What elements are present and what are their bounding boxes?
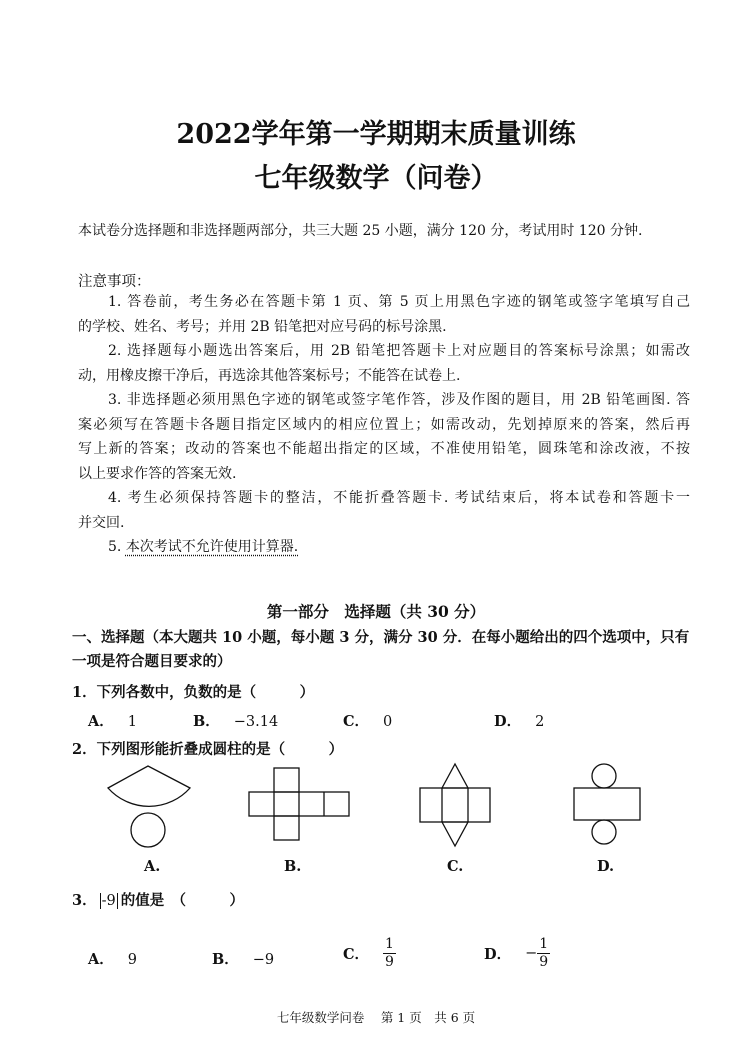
figure-c-prism-net[interactable] — [416, 760, 496, 850]
q1-option-d-letter: D． — [494, 713, 522, 730]
q1-option-d-value: 2 — [535, 714, 545, 730]
note-1 — [78, 290, 690, 339]
figure-b-label: B. — [284, 858, 302, 875]
note-5-line — [78, 535, 690, 560]
note-4-line-2: 并交回. — [78, 514, 125, 531]
q1-option-b[interactable] — [193, 710, 278, 731]
q3-option-d[interactable] — [484, 936, 550, 971]
note-3 — [78, 388, 690, 486]
q3-option-b[interactable] — [212, 948, 274, 969]
figure-a-label: A. — [144, 858, 161, 875]
note-1-line-1: 1. 答卷前，考生务必在答题卡第 1 页、第 5 页上用黑色字迹的钢笔或签字笔填写自己 — [108, 294, 690, 310]
note-3-line-1: 3. 非选择题必须用黑色字迹的钢笔或签字笔作答，涉及作图的题目，用 2B 铅笔画图. 答 — [108, 392, 690, 408]
part-heading: 一、选择题（本大题共 10 小题，每小题 3 分，满分 30 分．在每小题给出的四个选项中，只有一项是符合题目要求的） — [72, 629, 690, 670]
q3-option-c-numerator: 1 — [385, 936, 394, 952]
note-5-prefix: 5. — [108, 539, 126, 555]
question-2-stem: 2．下列图形能折叠成圆柱的是（ ） — [72, 741, 344, 758]
q3-option-b-value: −9 — [252, 952, 275, 968]
page-title: 2022学年第一学期期末质量训练 — [176, 119, 576, 150]
note-1-line-2: 的学校、姓名、考号；并用 2B 铅笔把对应号码的标号涂黑. — [78, 318, 447, 335]
q3-option-c-denominator: 9 — [385, 954, 394, 970]
figure-c-label: C. — [447, 858, 464, 875]
q3-option-c-letter: C． — [343, 946, 370, 963]
section-title: 第一部分 选择题（共 30 分） — [266, 602, 486, 621]
q1-option-a-value: 1 — [127, 714, 137, 730]
figure-b-cube-net[interactable] — [247, 764, 351, 848]
figure-d-cylinder-net[interactable] — [568, 760, 648, 850]
note-3-line-4: 以上要求作答的答案无效. — [78, 465, 237, 482]
q3-option-a-letter: A． — [88, 951, 114, 968]
q3-option-a-value: 9 — [127, 952, 137, 968]
q3-option-b-letter: B． — [212, 951, 239, 968]
note-2-line-2: 动，用橡皮擦干净后，再选涂其他答案标号；不能答在试卷上. — [78, 367, 461, 384]
q1-option-c[interactable] — [343, 710, 392, 731]
q3-option-c[interactable] — [343, 936, 396, 971]
q3-option-d-letter: D． — [484, 946, 512, 963]
q3-option-a[interactable] — [88, 948, 137, 969]
note-2 — [78, 339, 690, 388]
q3-option-d-numerator: 1 — [539, 936, 549, 952]
intro-text: 本试卷分选择题和非选择题两部分，共三大题 25 小题，满分 120 分，考试用时 120 分钟. — [78, 223, 643, 239]
q1-option-a-letter: A． — [88, 713, 114, 730]
figure-a-sector-circle[interactable] — [100, 760, 200, 850]
note-5 — [78, 535, 690, 560]
q3-option-c-fraction — [383, 936, 396, 971]
q3-number: 3． — [72, 892, 97, 909]
q3-stem-tail: 的值是 （ ） — [120, 892, 244, 909]
note-3-line-2: 案必须写在答题卡各题目指定区域内的相应位置上；如需改动，先划掉原来的答案，然后再 — [78, 416, 690, 433]
q1-option-c-letter: C． — [343, 713, 370, 730]
note-4-line-1: 4. 考生必须保持答题卡的整洁，不能折叠答题卡. 考试结束后，将本试卷和答题卡一 — [108, 490, 690, 506]
q3-option-d-fraction — [537, 936, 550, 971]
note-4 — [78, 486, 690, 535]
q1-option-b-letter: B． — [193, 713, 220, 730]
question-3-stem — [72, 889, 244, 910]
note-2-line-1: 2. 选择题每小题选出答案后，用 2B 铅笔把答题卡上对应题目的答案标号涂黑；如需改 — [108, 343, 690, 359]
question-1-stem: 1．下列各数中，负数的是（ ） — [72, 684, 315, 701]
page-footer: 七年级数学问卷 第 1 页 共 6 页 — [276, 1010, 476, 1025]
q1-option-c-value: 0 — [383, 714, 393, 730]
q3-option-d-denominator: 9 — [539, 954, 549, 970]
page-subtitle: 七年级数学（问卷） — [254, 163, 498, 194]
q3-option-d-sign: − — [525, 945, 538, 962]
notes-heading: 注意事项： — [78, 274, 151, 290]
q1-option-d[interactable] — [494, 710, 544, 731]
figure-d-label: D. — [597, 858, 615, 875]
note-5-emphasis: 本次考试不允许使用计算器. — [125, 539, 299, 555]
note-3-line-3: 写上新的答案；改动的答案也不能超出指定的区域，不准使用铅笔，圆珠笔和涂改液，不按 — [78, 441, 690, 457]
q1-option-a[interactable] — [88, 710, 137, 731]
q3-abs-expression: -9 — [101, 893, 116, 909]
q1-option-b-value: −3.14 — [233, 714, 279, 730]
